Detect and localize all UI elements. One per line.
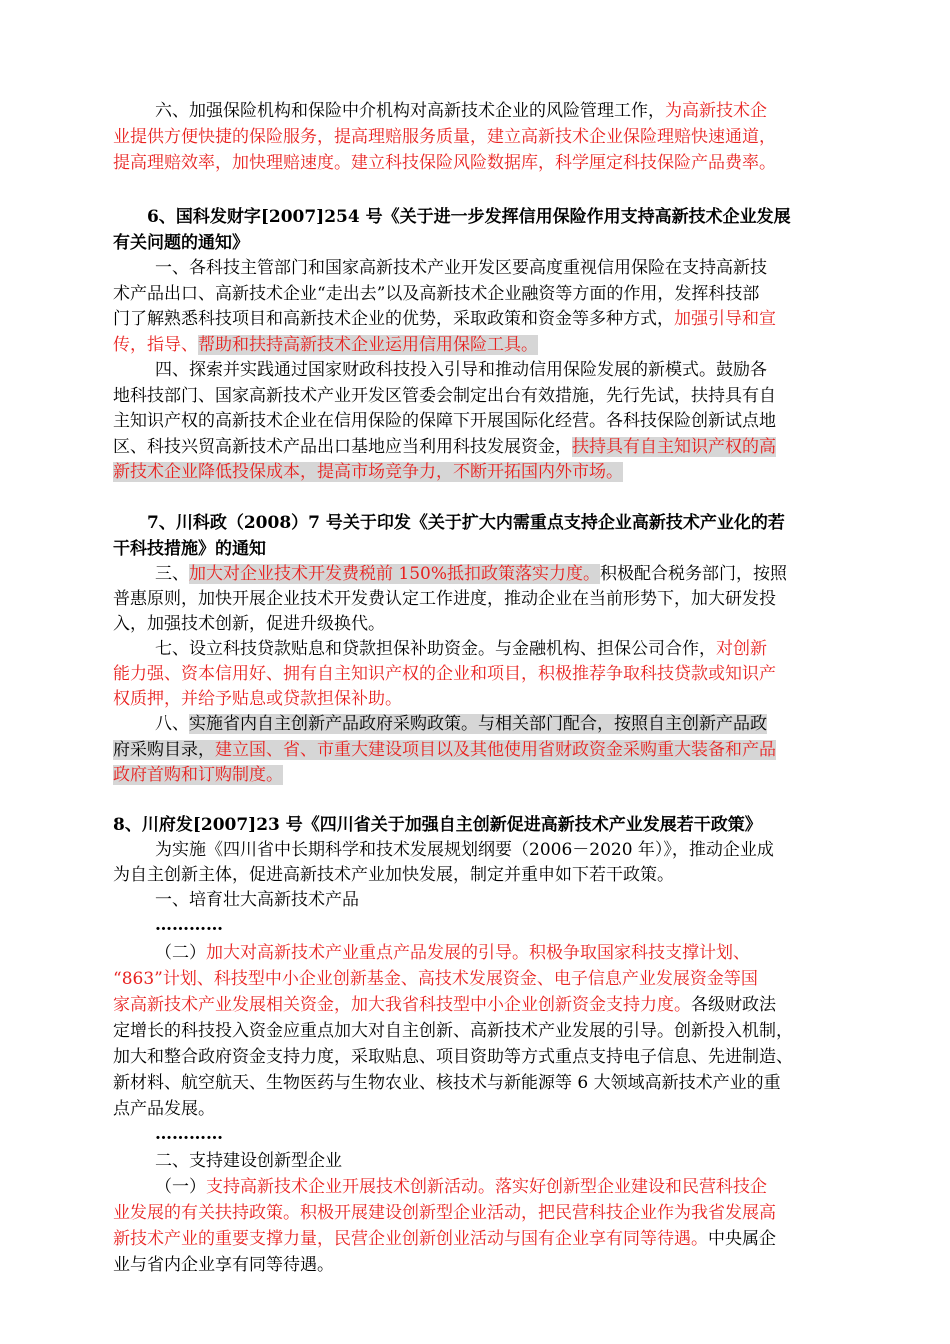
paragraph-line: 为自主创新主体，促进高新技术产业加快发展，制定并重申如下若干政策。: [113, 865, 674, 885]
highlighted-text: 建立国、省、市重大建设项目以及其他使用省财政资金采购重大装备和产品: [215, 740, 776, 760]
paragraph-line: [155, 561, 787, 587]
paragraph-line: 主知识产权的高新技术企业在信用保险的保障下开展国际化经营。各科技保险创新试点地: [113, 411, 776, 431]
emphasis-text: 为高新技术企: [665, 101, 767, 121]
paragraph-line: 权质押，并给予贴息或贷款担保补助。: [113, 689, 402, 709]
highlighted-text: 加大对企业技术开发费税前 150%抵扣政策落实力度。: [189, 564, 601, 584]
paragraph-line: [155, 636, 767, 662]
paragraph-line: 术产品出口、高新技术企业“走出去”以及高新技术企业融资等方面的作用，发挥科技部: [113, 284, 760, 304]
emphasis-text: 新技术产业的重要支撑力量，民营企业创新创业活动与国有企业享有同等待遇。: [113, 1229, 708, 1249]
section-heading: 干科技措施》的通知: [113, 539, 266, 559]
text-run: 门了解熟悉科技项目和高新技术企业的优势，采取政策和资金等多种方式，: [113, 309, 674, 329]
text-run: 六、加强保险机构和保险中介机构对高新技术企业的风险管理工作，: [155, 101, 665, 121]
text-run: 七、设立科技贷款贴息和贷款担保补助资金。与金融机构、担保公司合作，: [155, 639, 716, 659]
text-run: 中央属企: [708, 1229, 776, 1249]
paragraph-line: 业与省内企业享有同等待遇。: [113, 1255, 334, 1275]
highlighted-text: 帮助和扶持高新技术企业运用信用保险工具。: [198, 335, 538, 355]
emphasis-text: 传，指导、: [113, 335, 198, 355]
highlighted-text: 实施省内自主创新产品政府采购政策。与相关部门配合，按照自主创新产品政: [189, 714, 767, 734]
paragraph-line: [155, 711, 767, 737]
highlighted-text: 府采购目录，: [113, 740, 215, 760]
emphasis-text: 家高新技术产业发展相关资金，加大我省科技型中小企业创新资金支持力度。: [113, 995, 691, 1015]
emphasis-text: 对创新: [716, 639, 767, 659]
text-run: 积极配合税务部门，按照: [600, 564, 788, 584]
text-run: （一）: [155, 1177, 206, 1197]
paragraph-line: 地科技部门、国家高新技术产业开发区管委会制定出台有效措施，先行先试，扶持具有自: [113, 386, 776, 406]
highlighted-text: 新技术企业降低投保成本，提高市场竞争力，不断开拓国内外市场。: [113, 462, 623, 482]
section-heading: 6、国科发财字[2007]254 号《关于进一步发挥信用保险作用支持高新技术企业发展: [147, 207, 791, 227]
paragraph-line: “863”计划、科技型中小企业创新基金、高技术发展资金、电子信息产业发展资金等国: [113, 969, 758, 989]
paragraph-line: 定增长的科技投入资金应重点加大对自主创新、高新技术产业发展的引导。创新投入机制，: [113, 1021, 793, 1041]
paragraph-line: [113, 306, 776, 332]
paragraph-line: 业提供方便快捷的保险服务，提高理赔服务质量，建立高新技术企业保险理赔快速通道，: [113, 127, 776, 147]
paragraph-line: [113, 1226, 776, 1252]
paragraph-line: [155, 940, 750, 966]
subheading: 一、培育壮大高新技术产品: [155, 890, 359, 910]
paragraph-line: [155, 98, 767, 124]
paragraph-line: [113, 992, 776, 1018]
section-heading: 8、川府发[2007]23 号《四川省关于加强自主创新促进高新技术产业发展若干政策》: [113, 815, 762, 835]
paragraph-line: 点产品发展。: [113, 1099, 215, 1119]
paragraph-line: 加大和整合政府资金支持力度，采取贴息、项目资助等方式重点支持电子信息、先进制造、: [113, 1047, 793, 1067]
section-heading: 7、川科政（2008）7 号关于印发《关于扩大内需重点支持企业高新技术产业化的若: [147, 513, 785, 533]
highlighted-text: 政府首购和订购制度。: [113, 765, 283, 785]
paragraph-line: 为实施《四川省中长期科学和技术发展规划纲要（2006－2020 年）》，推动企业成: [155, 840, 774, 860]
paragraph-line: [113, 459, 623, 485]
text-run: 区、科技兴贸高新技术产品出口基地应当利用科技发展资金，: [113, 437, 572, 457]
paragraph-line: 入，加强技术创新，促进升级换代。: [113, 614, 385, 634]
highlighted-text: 扶持具有自主知识产权的高: [572, 437, 776, 457]
paragraph-line: [113, 332, 538, 358]
paragraph-line: 提高理赔效率，加快理赔速度。建立科技保险风险数据库，科学厘定科技保险产品费率。: [113, 153, 776, 173]
ellipsis: …………: [155, 915, 223, 935]
text-run: 各级财政法: [691, 995, 776, 1015]
subheading: 二、支持建设创新型企业: [155, 1151, 342, 1171]
paragraph-line: 新材料、航空航天、生物医药与生物农业、核技术与新能源等 6 大领域高新技术产业的重: [113, 1073, 781, 1093]
section-heading: 有关问题的通知》: [113, 233, 249, 253]
paragraph-line: 能力强、资本信用好、拥有自主知识产权的企业和项目，积极推荐争取科技贷款或知识产: [113, 664, 776, 684]
text-run: 三、: [155, 564, 189, 584]
paragraph-line: [113, 762, 283, 788]
paragraph-line: 一、各科技主管部门和国家高新技术产业开发区要高度重视信用保险在支持高新技: [155, 258, 767, 278]
ellipsis: …………: [155, 1124, 223, 1144]
paragraph-line: 普惠原则，加快开展企业技术开发费认定工作进度，推动企业在当前形势下，加大研发投: [113, 589, 776, 609]
paragraph-line: [113, 737, 776, 763]
text-run: （二）: [155, 943, 206, 963]
emphasis-text: 加强引导和宣: [674, 309, 776, 329]
text-run: 八、: [155, 714, 189, 734]
emphasis-text: 加大对高新技术产业重点产品发展的引导。积极争取国家科技支撑计划、: [206, 943, 750, 963]
paragraph-line: 业发展的有关扶持政策。积极开展建设创新型企业活动，把民营科技企业作为我省发展高: [113, 1203, 776, 1223]
paragraph-line: [113, 434, 776, 460]
paragraph-line: [155, 1174, 767, 1200]
paragraph-line: 四、探索并实践通过国家财政科技投入引导和推动信用保险发展的新模式。鼓励各: [155, 360, 767, 380]
emphasis-text: 支持高新技术企业开展技术创新活动。落实好创新型企业建设和民营科技企: [206, 1177, 767, 1197]
